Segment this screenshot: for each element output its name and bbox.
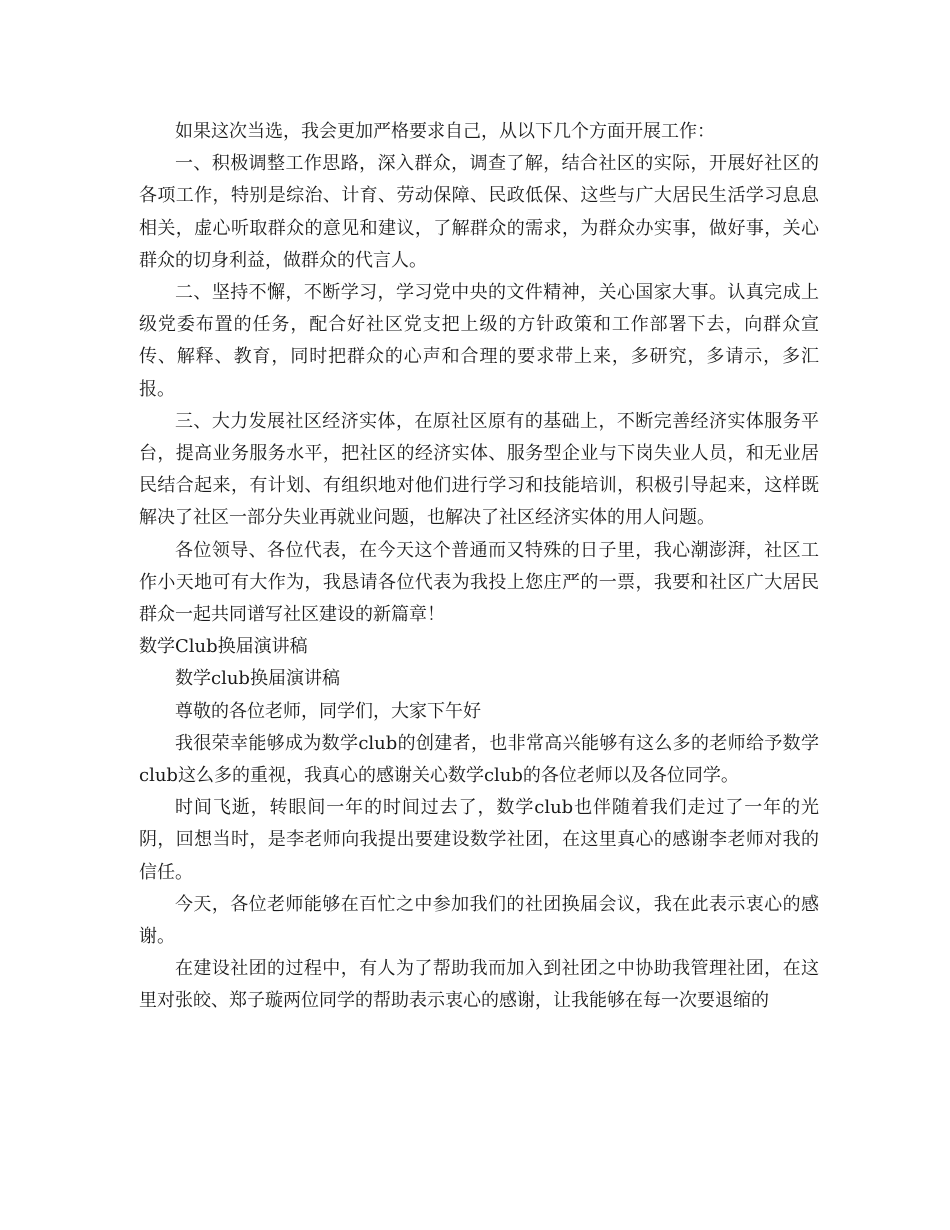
paragraph-founder: 我很荣幸能够成为数学club的创建者，也非常高兴能够有这么多的老师给予数学club这么多的重视，我真心的感谢关心数学club的各位老师以及各位同学。 [139, 732, 819, 787]
section-heading: 数学Club换届演讲稿 [139, 636, 308, 658]
paragraph-time-flies: 时间飞逝，转眼间一年的时间过去了，数学club也伴随着我们走过了一年的光阴，回想当时，是李老师向我提出要建设数学社团，在这里真心的感谢李老师对我的信任。 [139, 797, 819, 883]
speech-greeting: 尊敬的各位老师，同学们，大家下午好 [175, 700, 481, 722]
paragraph-thanks-teachers: 今天，各位老师能够在百忙之中参加我们的社团换届会议，我在此表示衷心的感谢。 [139, 893, 819, 948]
paragraph-point-three: 三、大力发展社区经济实体，在原社区原有的基础上，不断完善经济实体服务平台，提高业务服务水平，把社区的经济实体、服务型企业与下岗失业人员，和无业居民结合起来，有计划、有组织地对他们进行学习和技能培训，积极引导起来，这样既解决了社区一部分失业再就业问题，也解决了社区经济实体的用人问题。 [139, 410, 819, 529]
paragraph-point-two: 二、坚持不懈，不断学习，学习党中央的文件精神，关心国家大事。认真完成上级党委布置的任务，配合好社区党支把上级的方针政策和工作部署下去，向群众宣传、解释、教育，同时把群众的心声和合理的要求带上来，多研究，多请示，多汇报。 [139, 282, 819, 400]
document-body [139, 116, 819, 1018]
paragraph-thanks-helpers: 在建设社团的过程中，有人为了帮助我而加入到社团之中协助我管理社团，在这里对张皎、郑子璇两位同学的帮助表示衷心的感谢，让我能够在每一次要退缩的 [139, 958, 819, 1012]
paragraph-intro: 如果这次当选，我会更加严格要求自己，从以下几个方面开展工作： [175, 121, 715, 142]
paragraph-point-one: 一、积极调整工作思路，深入群众，调查了解，结合社区的实际，开展好社区的各项工作，特别是综治、计育、劳动保障、民政低保、这些与广大居民生活学习息息相关，虚心听取群众的意见和建议，了解群众的需求，为群众办实事，做好事，关心群众的切身利益，做群众的代言人。 [139, 153, 819, 271]
speech-subtitle: 数学club换届演讲稿 [175, 668, 340, 690]
paragraph-closing-appeal: 各位领导、各位代表，在今天这个普通而又特殊的日子里，我心潮澎湃，社区工作小天地可有大作为，我恳请各位代表为我投上您庄严的一票，我要和社区广大居民群众一起共同谱写社区建设的新篇章！ [139, 539, 819, 626]
